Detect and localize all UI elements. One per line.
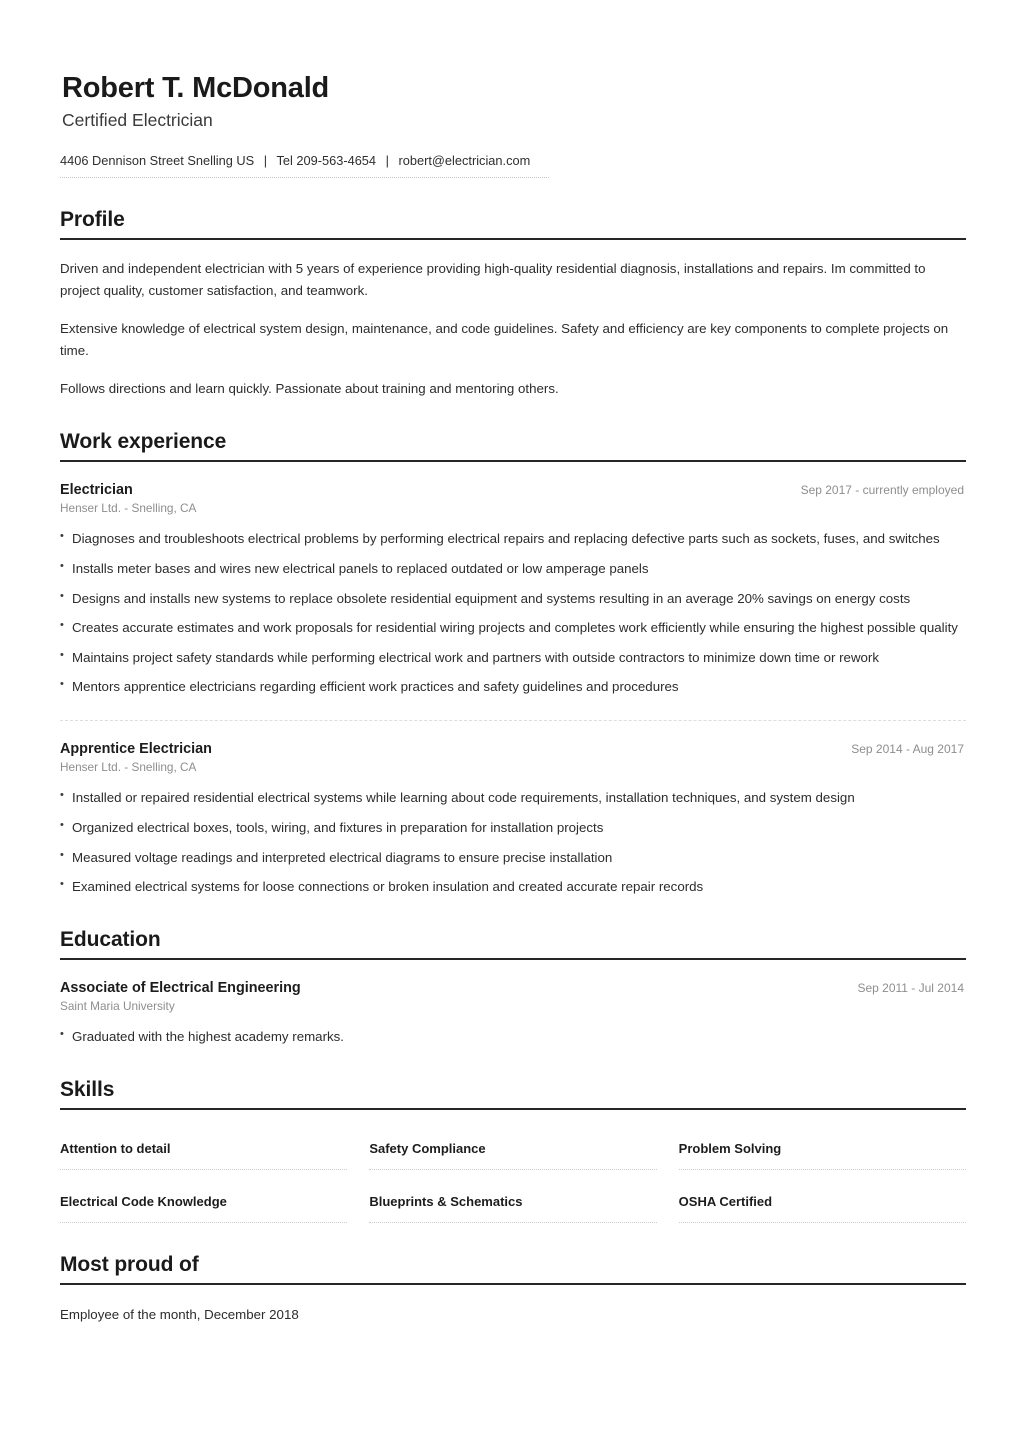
work-entry-company: Henser Ltd. - Snelling, CA [60,501,197,516]
bullet-item: • Measured voltage readings and interpreted electrical diagrams to ensure precise installation [59,848,965,869]
contact-separator-1: | [263,153,268,169]
work-entry-bullets [59,788,965,897]
bullet-item: • Mentors apprentice electricians regarding efficient work practices and safety guidelines and procedures [59,677,965,698]
section-rule-skills [60,1108,966,1110]
education-entry-date: Sep 2011 - Jul 2014 [857,980,964,995]
section-rule-profile [60,238,966,240]
section-title-profile: Profile [60,208,125,232]
skill-label: Problem Solving [678,1141,782,1156]
skill-item [60,1132,347,1170]
profile-body [59,258,965,400]
bullet-item: • Installs meter bases and wires new electrical panels to replaced outdated or low amperage panels [59,559,965,580]
bullet-item: • Creates accurate estimates and work proposals for residential wiring projects and completes work efficiently while ensuring the highest possible quality [59,618,965,639]
bullet-item: • Diagnoses and troubleshoots electrical problems by performing electrical repairs and replacing defective parts such as sockets, fuses, and switches [59,529,965,550]
skills-grid [60,1132,966,1223]
section-rule-education [60,958,966,960]
work-entry-divider [60,720,966,721]
section-work-experience [59,430,965,898]
section-education [59,928,965,1048]
work-entry-header [59,740,965,758]
bullet-item: • Maintains project safety standards while performing electrical work and partners with outside contractors to minimize down time or rework [59,648,965,669]
candidate-job-title: Certified Electrician [62,110,213,131]
work-entry [59,481,965,721]
bullet-item: • Installed or repaired residential electrical systems while learning about code requirements, installation techniques, and system design [59,788,965,809]
education-entry-school: Saint Maria University [60,998,175,1013]
work-entry-date: Sep 2017 - currently employed [800,483,964,498]
skill-item [369,1132,656,1170]
education-entry [59,979,965,1048]
education-entry-title: Associate of Electrical Engineering [60,979,301,996]
contact-line [60,153,965,170]
profile-paragraph: Driven and independent electrician with 5 years of experience providing high-quality residential diagnosis, installations and repairs. Im committed to project quality, customer satisfaction, and teamwork. [60,261,926,298]
section-title-education: Education [60,927,161,951]
skill-label: Blueprints & Schematics [369,1193,523,1209]
bullet-item: • Graduated with the highest academy remarks. [59,1027,965,1048]
skill-label: Electrical Code Knowledge [60,1193,227,1209]
skill-label: Safety Compliance [369,1141,486,1156]
bullet-item: • Examined electrical systems for loose connections or broken insulation and created accurate repair records [59,877,965,898]
work-entry [59,740,965,898]
contact-email: robert@electrician.com [398,153,531,169]
section-rule-most-proud-of [60,1283,966,1285]
work-entry-date: Sep 2014 - Aug 2017 [851,742,964,757]
section-profile [59,208,965,400]
profile-paragraph: Extensive knowledge of electrical system design, maintenance, and code guidelines. Safety and efficiency are key components to complete projects on time. [60,321,949,358]
skill-item [369,1170,656,1223]
contact-address: 4406 Dennison Street Snelling US [60,153,255,169]
profile-paragraph: Follows directions and learn quickly. Passionate about training and mentoring others. [60,381,559,397]
bullet-item: • Designs and installs new systems to replace obsolete residential equipment and systems resulting in an average 20% savings on energy costs [59,589,965,610]
section-skills [59,1078,965,1223]
education-entry-header [59,979,965,997]
skill-item [679,1132,966,1170]
resume-header [59,72,965,178]
skill-item [679,1170,966,1223]
skill-label: OSHA Certified [678,1193,773,1209]
contact-divider [60,177,549,178]
skill-item [60,1170,347,1223]
skill-label: Attention to detail [60,1141,171,1156]
section-most-proud-of [59,1253,965,1326]
work-entry-header [59,481,965,499]
work-entry-title: Electrician [60,482,133,499]
work-entry-bullets [59,529,965,698]
section-title-most-proud-of: Most proud of [60,1252,199,1276]
work-entry-company: Henser Ltd. - Snelling, CA [60,760,197,775]
education-entry-bullets [59,1027,965,1048]
bullet-item: • Organized electrical boxes, tools, wiring, and fixtures in preparation for installation projects [59,818,965,839]
candidate-name: Robert T. McDonald [62,72,330,104]
contact-separator-2: | [385,153,389,169]
section-title-work-experience: Work experience [60,429,227,453]
contact-phone: Tel 209-563-4654 [276,153,377,169]
work-entry-title: Apprentice Electrician [60,741,212,758]
section-rule-work-experience [60,460,966,462]
most-proud-of-text: Employee of the month, December 2018 [60,1306,299,1322]
section-title-skills: Skills [60,1077,115,1101]
